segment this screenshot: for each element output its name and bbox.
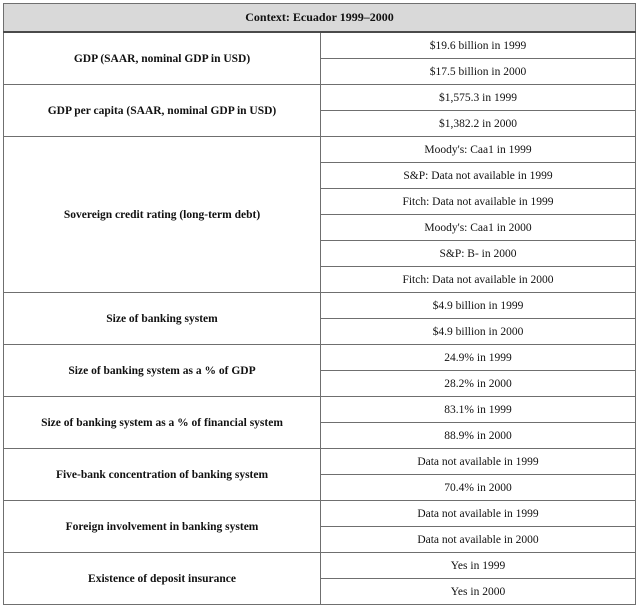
- row-value: $19.6 billion in 1999: [321, 32, 636, 59]
- row-value: 88.9% in 2000: [321, 423, 636, 449]
- table-body: [4, 32, 636, 605]
- table-row: [4, 449, 636, 475]
- context-table: [3, 3, 636, 605]
- table-row: [4, 85, 636, 111]
- row-label: GDP (SAAR, nominal GDP in USD): [4, 32, 321, 85]
- row-value: $4.9 billion in 2000: [321, 319, 636, 345]
- row-value: Moody's: Caa1 in 2000: [321, 215, 636, 241]
- row-label: Foreign involvement in banking system: [4, 501, 321, 553]
- table-row: [4, 553, 636, 579]
- row-label: GDP per capita (SAAR, nominal GDP in USD): [4, 85, 321, 137]
- row-value: S&P: B- in 2000: [321, 241, 636, 267]
- table-row: [4, 345, 636, 371]
- row-label: Five-bank concentration of banking system: [4, 449, 321, 501]
- row-label: Sovereign credit rating (long-term debt): [4, 137, 321, 293]
- table-row: [4, 501, 636, 527]
- row-value: Yes in 1999: [321, 553, 636, 579]
- table-row: [4, 137, 636, 163]
- row-value: $1,382.2 in 2000: [321, 111, 636, 137]
- row-value: 83.1% in 1999: [321, 397, 636, 423]
- row-value: 70.4% in 2000: [321, 475, 636, 501]
- row-value: 24.9% in 1999: [321, 345, 636, 371]
- table-row: [4, 397, 636, 423]
- row-value: Yes in 2000: [321, 579, 636, 605]
- row-value: $4.9 billion in 1999: [321, 293, 636, 319]
- row-value: $17.5 billion in 2000: [321, 59, 636, 85]
- table-title: Context: Ecuador 1999–2000: [4, 4, 636, 33]
- row-value: Data not available in 1999: [321, 449, 636, 475]
- row-label: Size of banking system as a % of GDP: [4, 345, 321, 397]
- row-value: Fitch: Data not available in 2000: [321, 267, 636, 293]
- row-value: $1,575.3 in 1999: [321, 85, 636, 111]
- row-label: Size of banking system: [4, 293, 321, 345]
- row-value: Fitch: Data not available in 1999: [321, 189, 636, 215]
- row-value: Data not available in 2000: [321, 527, 636, 553]
- row-label: Existence of deposit insurance: [4, 553, 321, 605]
- context-table-container: [3, 3, 636, 605]
- table-row: [4, 293, 636, 319]
- row-value: S&P: Data not available in 1999: [321, 163, 636, 189]
- row-value: 28.2% in 2000: [321, 371, 636, 397]
- table-row: [4, 32, 636, 59]
- row-value: Moody's: Caa1 in 1999: [321, 137, 636, 163]
- row-value: Data not available in 1999: [321, 501, 636, 527]
- row-label: Size of banking system as a % of financial system: [4, 397, 321, 449]
